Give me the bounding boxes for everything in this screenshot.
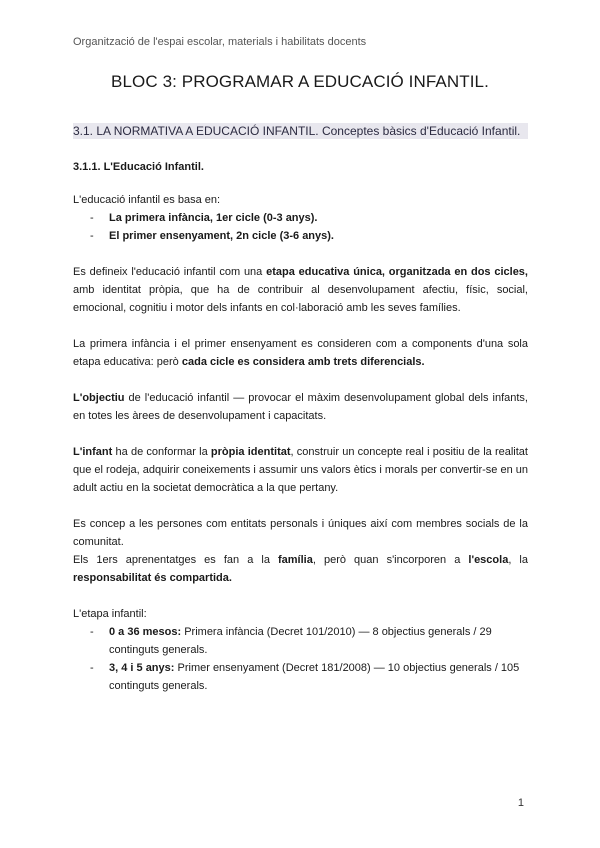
list-item: - 0 a 36 mesos: Primera infància (Decret 101/2010) — 8 objectius generals / 29 continguts generals.: [73, 623, 528, 659]
subsection-heading: 3.1.1. L'Educació Infantil.: [73, 161, 204, 173]
list-item: - La primera infància, 1er cicle (0-3 anys).: [73, 209, 528, 227]
list-item: - 3, 4 i 5 anys: Primer ensenyament (Decret 181/2008) — 10 objectius generals / 105 continguts generals.: [73, 659, 528, 695]
intro-lead: L'educació infantil es basa en:: [73, 194, 221, 206]
paragraph-definition: Es defineix l'educació infantil com una etapa educativa única, organitzada en dos cicles, amb identitat pròpia, que ha de contribuir al desenvolupament afectiu, físic, social, emocional, cognitiu i motor dels infants en col·laboració amb les seves famílies.: [73, 266, 528, 314]
stages-lead: L'etapa infantil:: [73, 608, 147, 620]
section-heading: 3.1. LA NORMATIVA A EDUCACIÓ INFANTIL. Conceptes bàsics d'Educació Infantil.: [73, 123, 528, 139]
running-header: Organització de l'espai escolar, materials i habilitats docents: [73, 36, 367, 48]
document-body: [73, 123, 528, 695]
cycle-list: [73, 209, 528, 245]
paragraph-stages: La primera infància i el primer ensenyament es consideren com a components d'una sola etapa educativa: però cada cicle es considera amb trets diferencials.: [73, 338, 528, 368]
paragraph-child: L'infant ha de conformar la pròpia identitat, construir un concepte real i positiu de la realitat que el rodeja, adquirir coneixements i assumir uns valors ètics i morals per convertir-se en un adult actiu en la societat democràtica a la que pertany.: [73, 446, 528, 494]
paragraph-objective: L'objectiu de l'educació infantil — provocar el màxim desenvolupament global dels infants, en totes les àrees de desenvolupament i capacitats.: [73, 392, 528, 422]
paragraph-family: Els 1ers aprenentatges es fan a la família, però quan s'incorporen a l'escola, la responsabilitat és compartida.: [73, 554, 528, 584]
page-title: BLOC 3: PROGRAMAR A EDUCACIÓ INFANTIL.: [111, 72, 489, 91]
stages-list: [73, 623, 528, 695]
page-number: 1: [517, 797, 524, 809]
paragraph-persons: Es concep a les persones com entitats personals i úniques així com membres socials de la comunitat.: [73, 518, 528, 548]
list-item: - El primer ensenyament, 2n cicle (3-6 anys).: [73, 227, 528, 245]
